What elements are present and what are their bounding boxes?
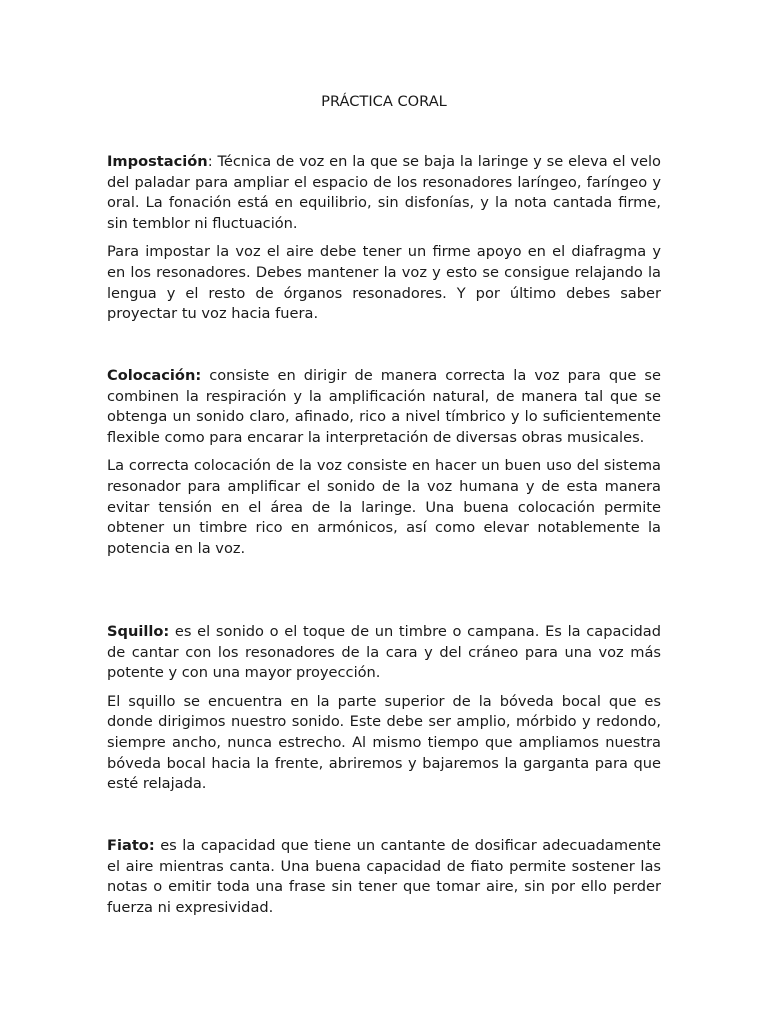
term-label: Impostación bbox=[107, 153, 208, 170]
definition-paragraph bbox=[107, 366, 661, 448]
term-label: Squillo: bbox=[107, 623, 170, 640]
definition-paragraph bbox=[107, 152, 661, 234]
definition-text: : Técnica de voz en la que se baja la laringe y se eleva el velo del paladar para ampliar el espacio de los resonadores laríngeo, faríngeo y oral. La fonación está en equilibrio, sin disfonías, y la nota cantada firme, sin temblor ni fluctuación. bbox=[107, 153, 661, 232]
document-title: PRÁCTICA CORAL bbox=[321, 93, 447, 110]
definition-text: es la capacidad que tiene un cantante de dosificar adecuadamente el aire mientras canta. Una buena capacidad de fiato permite sostener las notas o emitir toda una frase sin tener que tomar aire, sin por ello perder fuerza ni expresividad. bbox=[107, 837, 661, 916]
definition-paragraph bbox=[107, 622, 661, 684]
explanation-paragraph: Para impostar la voz el aire debe tener un firme apoyo en el diafragma y en los resonadores. Debes mantener la voz y esto se consigue relajando la lengua y el resto de órganos resonadores. Y por último debes saber proyectar tu voz hacia fuera. bbox=[107, 243, 661, 323]
term-label: Fiato: bbox=[107, 837, 155, 854]
definition-text: es el sonido o el toque de un timbre o campana. Es la capacidad de cantar con los resonadores de la cara y del cráneo para una voz más potente y con una mayor proyección. bbox=[107, 623, 661, 682]
section-squillo bbox=[107, 622, 661, 803]
definition-text: consiste en dirigir de manera correcta la voz para que se combinen la respiración y la amplificación natural, de manera tal que se obtenga un sonido claro, afinado, rico a nivel tímbrico y lo suficientemente flexible como para encarar la interpretación de diversas obras musicales. bbox=[107, 367, 661, 446]
definition-paragraph bbox=[107, 836, 661, 918]
term-label: Colocación: bbox=[107, 367, 202, 384]
explanation-paragraph: La correcta colocación de la voz consiste en hacer un buen uso del sistema resonador para amplificar el sonido de la voz humana y de esta manera evitar tensión en el área de la laringe. Una buena colocación permite obtener un timbre rico en armónicos, así como elevar notablemente la potencia en la voz. bbox=[107, 457, 661, 557]
section-impostacion bbox=[107, 152, 661, 333]
section-fiato bbox=[107, 836, 661, 926]
explanation-paragraph: El squillo se encuentra en la parte superior de la bóveda bocal que es donde dirigimos nuestro sonido. Este debe ser amplio, mórbido y redondo, siempre ancho, nunca estrecho. Al mismo tiempo que ampliamos nuestra bóveda bocal hacia la frente, abriremos y bajaremos la garganta para que esté relajada. bbox=[107, 692, 661, 793]
section-colocacion bbox=[107, 366, 661, 567]
